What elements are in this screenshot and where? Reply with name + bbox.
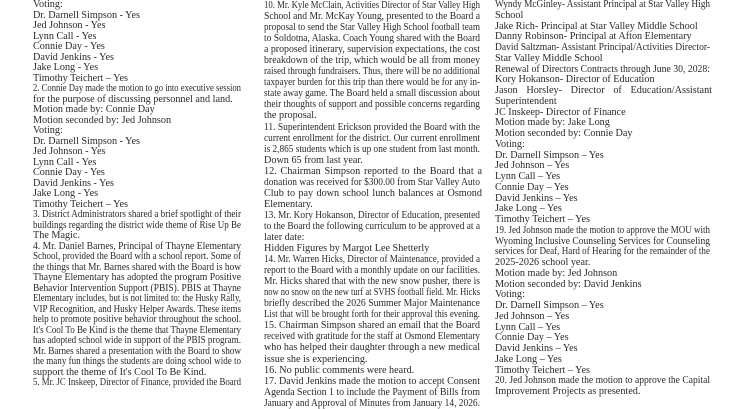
text-line	[264, 133, 482, 144]
text-line	[495, 376, 712, 387]
text-line: Voting:	[33, 0, 63, 10]
text-line: Connie Day – Yes	[495, 332, 569, 344]
paragraph	[264, 254, 482, 320]
text-line-content: Agenda Section 1 to include the Payment of Bills from	[264, 386, 481, 398]
paragraph	[264, 210, 482, 243]
text-line-content: Mr. Barnes shared a presentation with the Board to show	[33, 345, 241, 357]
text-line-content: David Saltzman- Assistant Principal/Activities Director-	[495, 42, 711, 53]
text-line	[33, 378, 243, 389]
text-line: Kory Hokanson- Director of Education	[495, 74, 655, 86]
text-line: Voting:	[33, 125, 63, 136]
text-line-content: 3. District Administrators shared a brief spotlight of their	[33, 209, 241, 220]
text-line-content: Renewal of Directors Contracts through June 30, 2028:	[495, 63, 710, 75]
paragraph	[495, 43, 712, 65]
text-line-content: Wyndy McGinley- Assistant Principal at Star Valley High	[495, 0, 711, 10]
paragraph	[33, 210, 243, 242]
text-line: Jed Johnson - Yes	[33, 20, 106, 31]
text-line-content: current enrollment for the district. Our current enrollment	[264, 132, 480, 144]
text-line-content: January and Approval of Minutes from January 14, 2026.	[264, 397, 480, 409]
text-line	[264, 88, 482, 99]
text-line: Jed Johnson – Yes	[495, 310, 570, 322]
text-line: Jason Horsley- Director of Education/Assistant	[495, 85, 712, 96]
column-1	[33, 0, 243, 389]
text-line-content: 2. Connie Day made the motion to go into executive session	[33, 83, 242, 94]
text-line-content: 17. David Jenkins made the motion to accept Consent	[264, 375, 480, 387]
text-line: issue she is experiencing.	[264, 353, 368, 365]
text-line	[264, 22, 482, 33]
text-line	[264, 331, 482, 342]
text-line	[264, 342, 482, 353]
text-line: Danny Robinson- Principal at Afton Elementary	[495, 31, 692, 43]
text-line: School	[495, 9, 524, 21]
text-line	[264, 320, 482, 331]
text-line-content: briefly described the 2026 Summer Major Maintenance	[264, 298, 481, 310]
text-line: Jake Long – Yes	[495, 353, 562, 365]
text-line-content: 15. Chairman Simpson shared an email that the Board	[264, 320, 480, 332]
text-line-content: 10. Mr. Kyle McClain, Activities Director of Star Valley High	[264, 0, 481, 11]
text-line	[495, 247, 712, 258]
text-line: Motion seconded by: Jed Johnson	[33, 114, 172, 126]
text-line: Voting:	[495, 138, 525, 150]
paragraph	[33, 21, 243, 32]
paragraph	[495, 86, 712, 108]
text-line	[264, 376, 482, 387]
text-line	[264, 309, 482, 320]
paragraph	[495, 312, 712, 323]
text-line: Motion made by: Jake Long	[495, 117, 610, 129]
text-line	[33, 84, 243, 95]
text-line: Dr. Darnell Simpson – Yes	[495, 149, 604, 161]
text-line-content: School, provided the Board with a school report. Some of	[33, 251, 241, 262]
text-line: the proposal.	[264, 110, 317, 122]
text-line: Motion made by: Jed Johnson	[495, 267, 618, 279]
text-line	[264, 210, 482, 221]
paragraph	[33, 42, 243, 53]
text-line	[264, 77, 482, 88]
paragraph	[33, 0, 243, 11]
text-line: Star Valley Middle School	[495, 52, 603, 64]
text-line-content: the things that Mr. Barnes shared with the Board is how	[33, 261, 241, 273]
text-line-content: the many fun things the students are doing school wide to	[33, 356, 242, 367]
text-line-content: services for Deaf, Hard of Hearing for the remainder of the	[495, 246, 711, 258]
text-line	[264, 11, 482, 22]
text-line-content: Elementary includes, but is not limited to: the Husky Rally,	[33, 293, 241, 304]
text-line-content: taxpayer burden for this trip than there would be for any in-	[264, 77, 480, 89]
text-line	[264, 287, 482, 298]
text-line: Superintendent	[495, 95, 557, 107]
text-line-content: donation was received for $300.00 from Star Valley Auto	[264, 176, 480, 188]
text-line	[264, 298, 482, 309]
text-line	[33, 221, 243, 232]
text-line: Jake Long - Yes	[33, 62, 99, 73]
text-line-content: to Soldotna, Alaska. Coach Young shared with the Board	[264, 33, 480, 45]
text-line	[264, 144, 482, 155]
column-3	[495, 0, 712, 398]
text-line-content: their thoughts of support and possible concerns regarding	[264, 99, 480, 111]
paragraph	[495, 280, 712, 291]
paragraph	[264, 320, 482, 364]
text-line-content: Wyoming Inclusive Counseling Services for Counseling	[495, 235, 711, 247]
text-line: Jed Johnson - Yes	[33, 146, 106, 157]
text-line: Connie Day - Yes	[33, 167, 105, 178]
paragraph	[495, 140, 712, 151]
paragraph	[33, 105, 243, 116]
text-line-content: raised through fundraisers. Thus, there will be no additional	[264, 66, 480, 78]
text-line	[264, 44, 482, 55]
text-line: JC Inskeep- Director of Finance	[495, 106, 626, 118]
text-line-content: 14. Mr. Warren Hicks, Director of Maintenance, provided a	[264, 254, 480, 266]
text-line: 2025-2026 school year.	[495, 257, 591, 268]
paragraph	[33, 242, 243, 379]
text-line-content: It's Cool To Be Kind is the theme that Thayne Elementary	[33, 324, 242, 336]
text-line	[264, 0, 482, 11]
text-line: Voting:	[495, 289, 525, 301]
text-line: Dr. Darnell Simpson - Yes	[33, 9, 140, 21]
paragraph	[33, 126, 243, 137]
text-line-content: received with gratitude for the staff at Osmond Elementary	[264, 331, 480, 343]
text-line: David Jenkins - Yes	[33, 177, 114, 189]
paragraph	[495, 0, 712, 22]
text-line: Connie Day - Yes	[33, 41, 105, 52]
text-line-content: has adopted school wide in support of the PBIS program.	[33, 335, 241, 346]
text-line	[264, 221, 482, 232]
paragraph	[33, 116, 243, 127]
paragraph	[264, 0, 482, 122]
text-line: later date:	[264, 231, 305, 243]
text-line: Motion seconded by: David Jenkins	[495, 278, 642, 290]
text-line: Lynn Call - Yes	[33, 30, 97, 42]
paragraph	[495, 376, 712, 398]
paragraph	[495, 355, 712, 366]
text-line	[264, 66, 482, 77]
text-line: Timothy Teichert – Yes	[495, 214, 590, 225]
paragraph	[33, 84, 243, 105]
text-line: Jake Rich- Principal at Star Valley Middle School	[495, 20, 698, 32]
text-line	[264, 387, 482, 398]
paragraph	[495, 129, 712, 140]
paragraph	[495, 269, 712, 280]
text-line	[495, 0, 712, 11]
paragraph	[33, 147, 243, 158]
text-line: Elementary.	[264, 198, 313, 210]
text-line-content: 20. Jed Johnson made the motion to approve the Capital	[495, 375, 710, 387]
text-line-content: is 2,865 students which is up one student from last month.	[264, 143, 481, 155]
text-line: for the purpose of discussing personnel and land.	[33, 93, 233, 105]
text-line-content: state away game. The Board held a small discussion about	[264, 88, 481, 100]
paragraph	[264, 166, 482, 210]
text-line: David Jenkins – Yes	[495, 192, 578, 204]
text-line-content: help to promote positive behavior throughout the school.	[33, 314, 242, 325]
text-line: Down 65 from last year.	[264, 154, 363, 166]
text-line: The Magic.	[33, 230, 80, 241]
paragraph	[33, 378, 243, 389]
text-line	[264, 398, 482, 409]
paragraph	[33, 168, 243, 179]
paragraph	[264, 376, 482, 409]
text-line: Motion seconded by: Connie Day	[495, 128, 633, 139]
text-line: 16. No public comments were heard.	[264, 364, 415, 376]
text-line	[264, 265, 482, 276]
text-line: Timothy Teichert – Yes	[33, 72, 128, 84]
text-line: Hidden Figures by Margot Lee Shetterly	[264, 243, 430, 255]
text-line	[264, 55, 482, 66]
text-line	[264, 122, 482, 133]
text-line-content: Mr. Hicks shared that with the new snow pusher, there is	[264, 276, 480, 288]
paragraph	[33, 63, 243, 74]
text-line-content: 13. Mr. Kory Hokanson, Director of Education, presented	[264, 209, 480, 221]
paragraph	[495, 226, 712, 269]
paragraph	[33, 189, 243, 200]
text-line-content: now no snow on the new turf at SVHS football field. Mr. Hicks	[264, 287, 481, 299]
text-line	[495, 65, 712, 76]
text-line: Dr. Darnell Simpson - Yes	[33, 135, 140, 147]
text-line: Lynn Call - Yes	[33, 156, 97, 168]
text-line-content: to the Board the following curriculum to be approved at a	[264, 220, 481, 232]
text-line	[264, 33, 482, 44]
paragraph	[264, 243, 482, 254]
text-line	[264, 254, 482, 265]
text-line-content: 11. Superintendent Erickson provided the Board with the	[264, 121, 480, 133]
text-line: David Jenkins – Yes	[495, 343, 578, 354]
text-line: Club to pay down school lunch balances at Osmond	[264, 187, 482, 199]
text-line: 12. Chairman Simpson reported to the Board that a	[264, 165, 482, 177]
text-line	[264, 99, 482, 110]
paragraph	[495, 65, 712, 76]
text-line-content: School and Mr. McKay Young, presented to the Board a	[264, 11, 481, 23]
text-line: Connie Day – Yes	[495, 181, 569, 193]
text-line: Jake Long - Yes	[33, 188, 99, 199]
text-line: Timothy Teichert – Yes	[495, 364, 590, 376]
text-line	[495, 43, 712, 54]
text-line	[264, 276, 482, 287]
text-line: Lynn Call – Yes	[495, 321, 561, 333]
paragraph	[264, 365, 482, 376]
text-line: support the theme of It's Cool To Be Kind.	[33, 366, 207, 378]
text-line-content: 5. Mr. JC Inskeep, Director of Finance, provided the Board	[33, 377, 241, 388]
text-line: Jake Long – Yes	[495, 203, 562, 215]
text-line: Jed Johnson – Yes	[495, 160, 570, 172]
text-line-content: 4. Mr. Daniel Barnes, Principal of Thayne Elementary	[33, 240, 242, 252]
text-line-content: VIP Recognition, and Husky Helper Awards. These items	[33, 303, 242, 315]
text-line-content: breakdown of the trip, which would be all from money	[264, 55, 481, 67]
column-2	[264, 0, 482, 409]
text-line: Lynn Call – Yes	[495, 171, 561, 182]
text-line	[33, 357, 243, 368]
text-line-content: who has helped their daughter through a new medical	[264, 342, 481, 354]
text-line-content: buildings regarding the district wide theme of Rise Up Be	[33, 219, 241, 231]
text-line-content: report to the Board with a monthly update on our facilities.	[264, 265, 480, 277]
text-line-content: Thayne Elementary has adopted the program Positive	[33, 272, 242, 283]
text-line-content: List that will be brought forth for their approval this evening.	[264, 309, 480, 321]
text-line: Timothy Teichert – Yes	[33, 198, 128, 210]
text-line-content: 19. Jed Johnson made the motion to approve the MOU with	[495, 224, 710, 236]
text-line: Improvement Projects as presented.	[495, 386, 641, 397]
text-line-content: Behavior Intervention Support (PBIS). PBIS at Thayne	[33, 282, 241, 294]
text-line-content: proposal to send the Star Valley High School football team	[264, 22, 481, 34]
paragraph	[264, 122, 482, 166]
text-line: David Jenkins - Yes	[33, 51, 114, 63]
text-line: Motion made by: Connie Day	[33, 104, 155, 115]
text-line: Dr. Darnell Simpson – Yes	[495, 300, 604, 311]
text-line-content: a proposed itinerary, supervision expectations, the cost	[264, 44, 481, 56]
paragraph	[495, 183, 712, 194]
text-line	[264, 177, 482, 188]
